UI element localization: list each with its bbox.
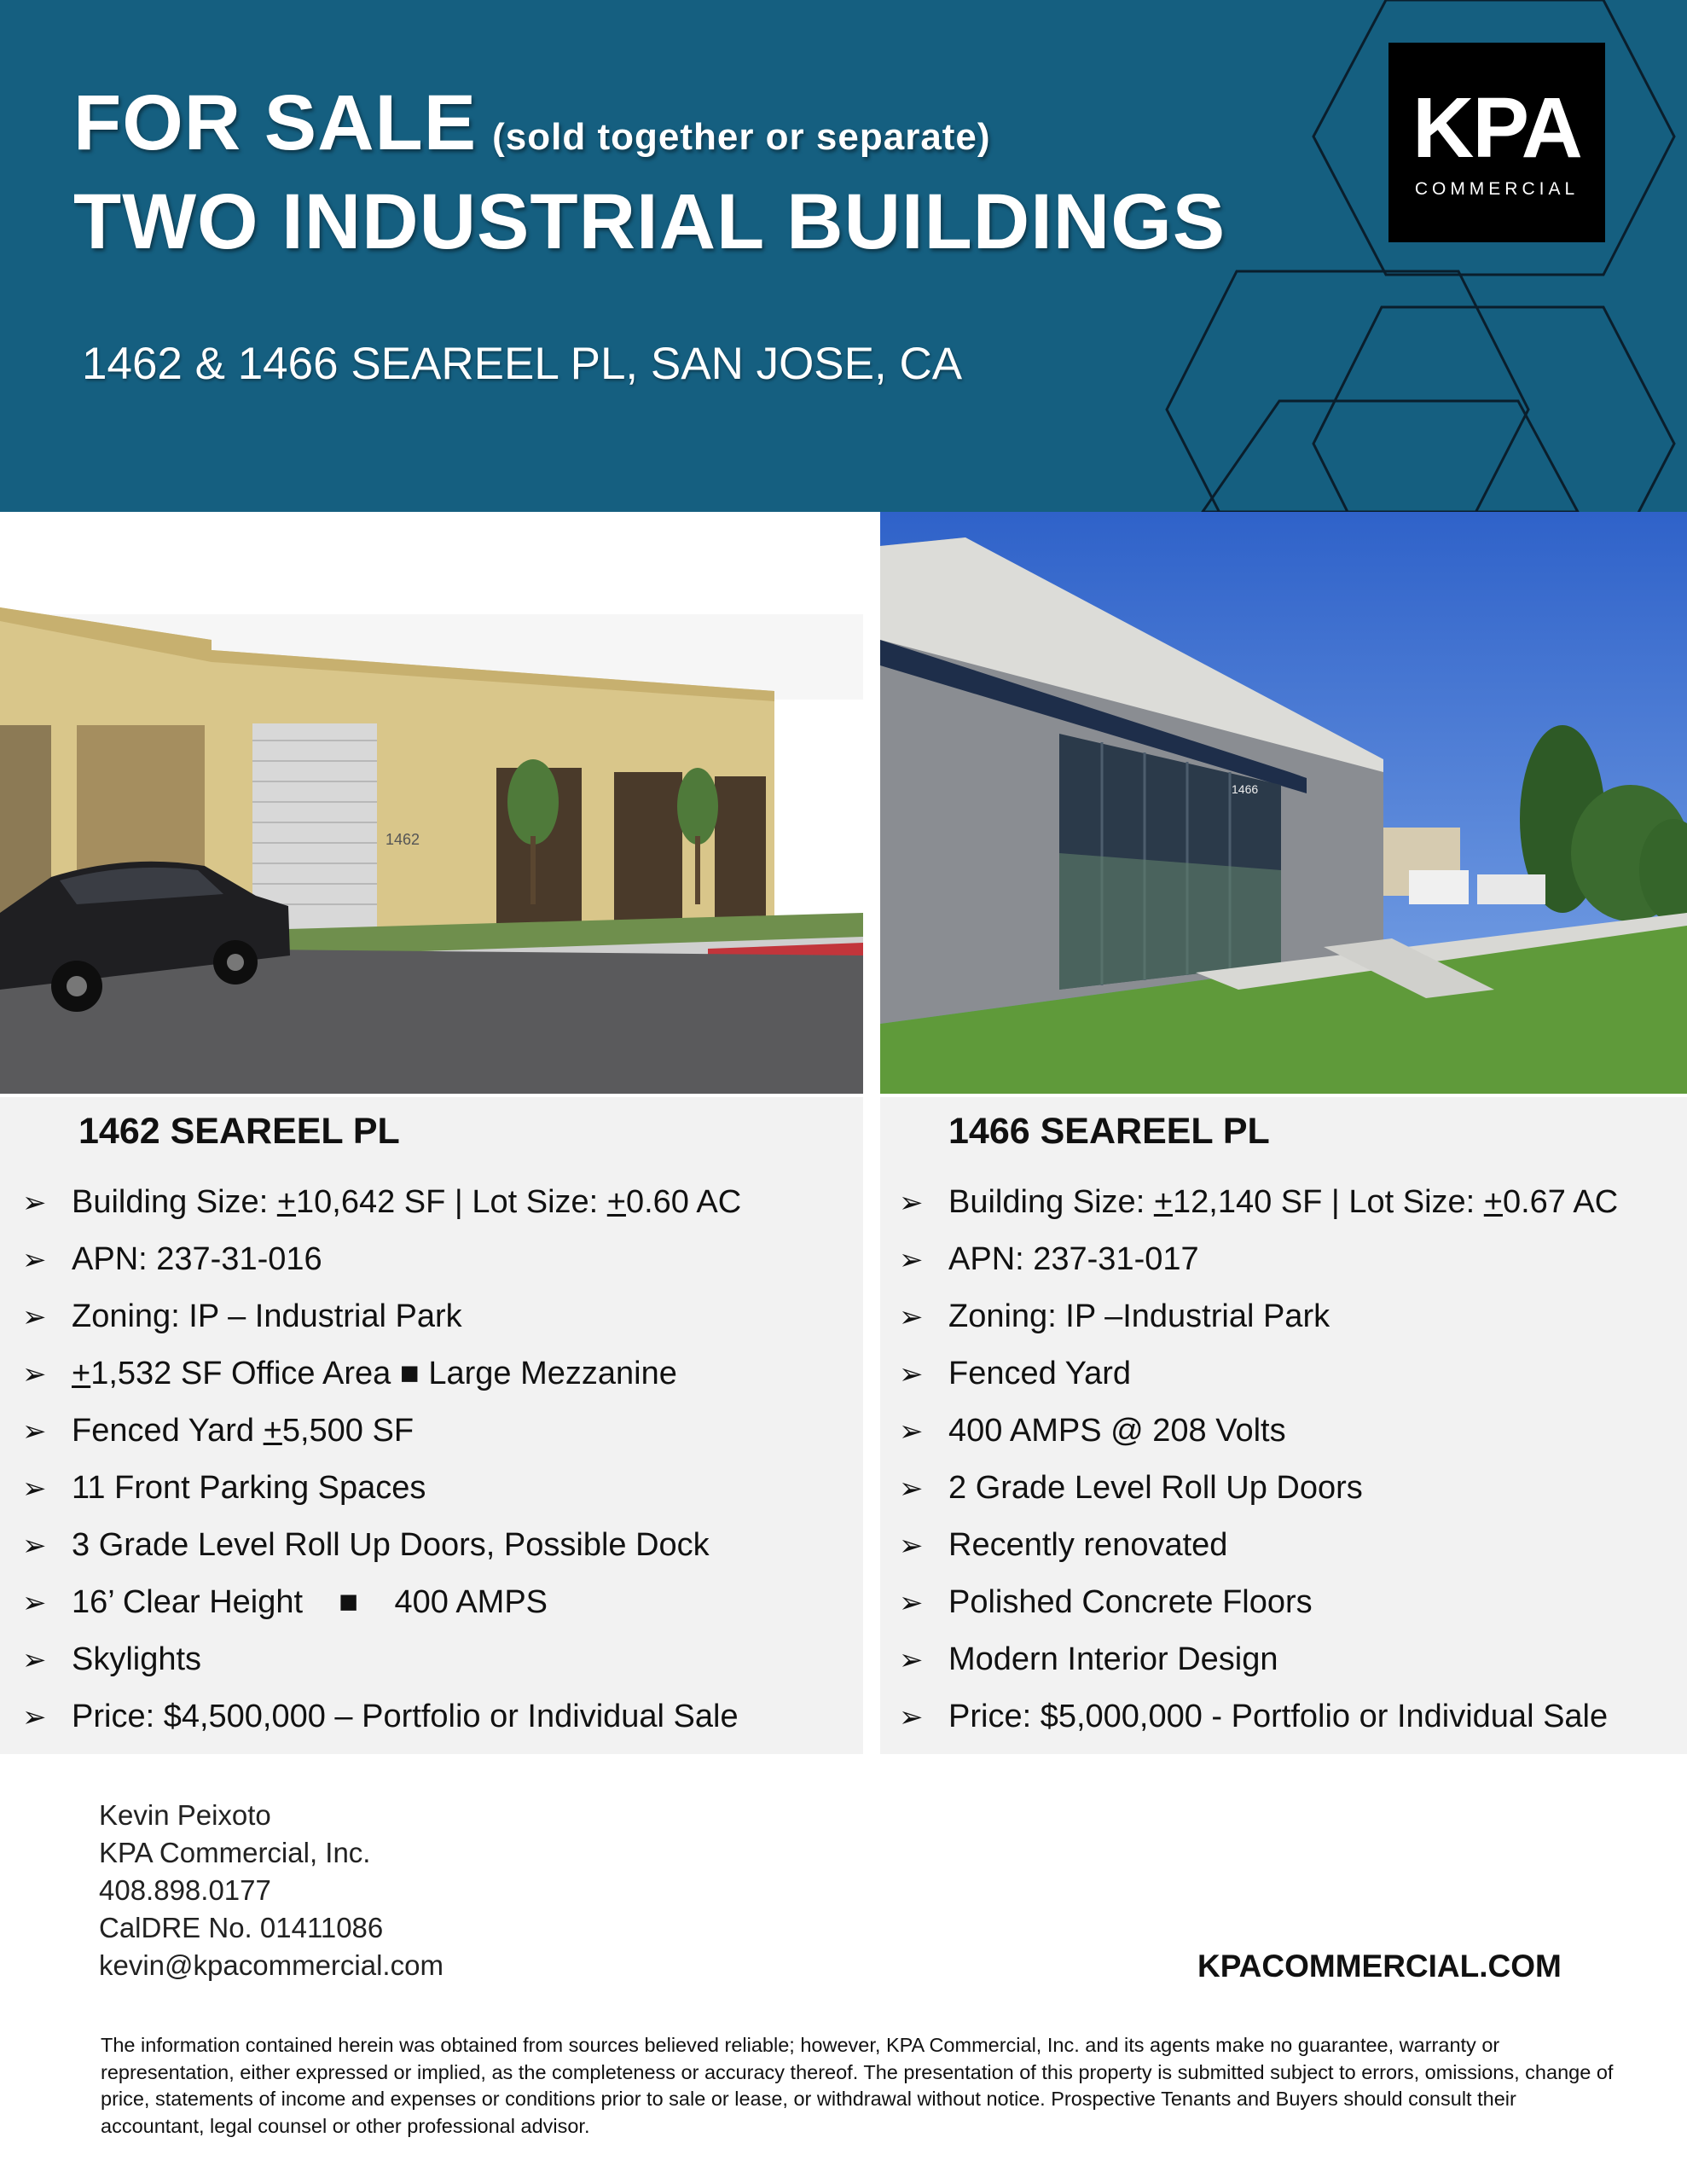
feature-text: Skylights <box>72 1641 202 1677</box>
feature-text: Fenced Yard <box>948 1356 1132 1391</box>
property-panel-1466 <box>880 1097 1687 1754</box>
contact-license: CalDRE No. 01411086 <box>99 1912 384 1943</box>
feature-text: 3 Grade Level Roll Up Doors, Possible Dock <box>72 1527 710 1563</box>
feature-text: +1,532 SF Office Area ■ Large Mezzanine <box>72 1356 677 1391</box>
feature-item <box>0 1403 863 1460</box>
contact-phone[interactable]: 408.898.0177 <box>99 1874 271 1906</box>
feature-text: Zoning: IP – Industrial Park <box>72 1298 462 1334</box>
arrow-bullet-icon: ➢ <box>22 1700 47 1734</box>
feature-text: Price: $5,000,000 - Portfolio or Individual Sale <box>948 1699 1609 1734</box>
arrow-bullet-icon: ➢ <box>22 1643 47 1676</box>
feature-item <box>0 1460 863 1517</box>
feature-text: 11 Front Parking Spaces <box>72 1470 426 1506</box>
feature-text: Zoning: IP –Industrial Park <box>948 1298 1330 1334</box>
arrow-bullet-icon: ➢ <box>899 1186 924 1219</box>
contact-name: Kevin Peixoto <box>99 1799 271 1831</box>
feature-text: Price: $4,500,000 – Portfolio or Individual Sale <box>72 1699 739 1734</box>
property-address: 1462 & 1466 SEAREEL PL, SAN JOSE, CA <box>82 339 963 389</box>
arrow-bullet-icon: ➢ <box>899 1357 924 1391</box>
arrow-bullet-icon: ➢ <box>899 1414 924 1448</box>
website-link[interactable]: KPACOMMERCIAL.COM <box>1197 1949 1562 1984</box>
feature-item <box>0 1688 863 1745</box>
feature-item <box>880 1288 1687 1345</box>
logo-subtext: COMMERCIAL <box>1414 179 1580 199</box>
arrow-bullet-icon: ➢ <box>899 1586 924 1619</box>
header-banner <box>0 0 1687 512</box>
property-title: 1466 SEAREEL PL <box>948 1111 1270 1152</box>
property-title: 1462 SEAREEL PL <box>78 1111 400 1152</box>
feature-text: Building Size: +10,642 SF | Lot Size: +0.60 AC <box>72 1184 742 1220</box>
feature-text: APN: 237-31-017 <box>948 1241 1199 1277</box>
feature-text: Building Size: +12,140 SF | Lot Size: +0.67 AC <box>948 1184 1619 1220</box>
arrow-bullet-icon: ➢ <box>899 1700 924 1734</box>
feature-item <box>880 1517 1687 1574</box>
feature-list <box>0 1174 863 1745</box>
feature-item <box>880 1574 1687 1631</box>
arrow-bullet-icon: ➢ <box>22 1472 47 1505</box>
feature-text: Modern Interior Design <box>948 1641 1278 1677</box>
feature-item <box>0 1174 863 1231</box>
feature-item <box>880 1174 1687 1231</box>
feature-item <box>0 1631 863 1688</box>
feature-text: Recently renovated <box>948 1527 1228 1563</box>
arrow-bullet-icon: ➢ <box>22 1357 47 1391</box>
title-for-sale <box>73 78 991 168</box>
kpa-logo <box>1388 43 1605 242</box>
feature-item <box>880 1231 1687 1288</box>
contact-company: KPA Commercial, Inc. <box>99 1837 371 1868</box>
arrow-bullet-icon: ➢ <box>22 1243 47 1276</box>
feature-item <box>0 1517 863 1574</box>
disclaimer-text: The information contained herein was obtained from sources believed reliable; however, KPA Commercial, Inc. and its agents make no guarantee, warranty or representation, either expressed or implied, as the completeness or accuracy thereof. The presentation of this property is submitted subject to errors, omissions, change of price, statements of income and expenses or conditions prior to sale or lease, or withdrawal without notice. Prospective Tenants and Buyers should consult their accountant, legal counsel or other professional advisor. <box>101 2034 1614 2137</box>
feature-text: 2 Grade Level Roll Up Doors <box>948 1470 1363 1506</box>
arrow-bullet-icon: ➢ <box>899 1529 924 1562</box>
photo-1466-building <box>880 512 1687 1094</box>
title-two-buildings: TWO INDUSTRIAL BUILDINGS <box>73 178 1226 265</box>
feature-item <box>880 1460 1687 1517</box>
arrow-bullet-icon: ➢ <box>22 1414 47 1448</box>
feature-item <box>0 1345 863 1403</box>
feature-text: APN: 237-31-016 <box>72 1241 322 1277</box>
logo-text: KPA <box>1412 80 1581 176</box>
arrow-bullet-icon: ➢ <box>22 1529 47 1562</box>
feature-item <box>0 1231 863 1288</box>
feature-text: Polished Concrete Floors <box>948 1584 1313 1620</box>
arrow-bullet-icon: ➢ <box>899 1300 924 1333</box>
title-main: FOR SALE <box>73 79 478 166</box>
feature-text: 400 AMPS @ 208 Volts <box>948 1413 1286 1449</box>
arrow-bullet-icon: ➢ <box>899 1643 924 1676</box>
feature-item <box>0 1288 863 1345</box>
contact-block <box>99 1797 443 1984</box>
title-subtitle: (sold together or separate) <box>492 116 991 158</box>
building-number-1466: 1466 <box>1232 782 1259 796</box>
feature-text: Fenced Yard +5,500 SF <box>72 1413 415 1449</box>
feature-list <box>880 1174 1687 1745</box>
feature-item <box>880 1688 1687 1745</box>
contact-email[interactable]: kevin@kpacommercial.com <box>99 1949 443 1981</box>
building-number-1462: 1462 <box>386 831 420 848</box>
feature-text: 16’ Clear Height ■ 400 AMPS <box>72 1584 548 1620</box>
feature-item <box>0 1574 863 1631</box>
arrow-bullet-icon: ➢ <box>22 1186 47 1219</box>
arrow-bullet-icon: ➢ <box>899 1243 924 1276</box>
arrow-bullet-icon: ➢ <box>22 1586 47 1619</box>
arrow-bullet-icon: ➢ <box>899 1472 924 1505</box>
arrow-bullet-icon: ➢ <box>22 1300 47 1333</box>
photo-1462-building <box>0 512 863 1094</box>
feature-item <box>880 1403 1687 1460</box>
feature-item <box>880 1631 1687 1688</box>
feature-item <box>880 1345 1687 1403</box>
property-panel-1462 <box>0 1097 863 1754</box>
